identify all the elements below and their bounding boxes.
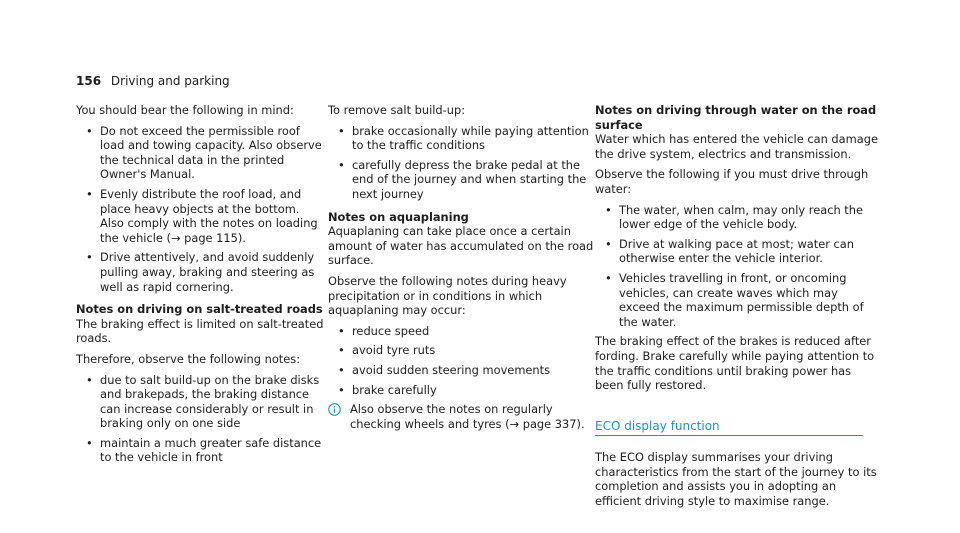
intro-text: To remove salt build-up: <box>328 103 466 117</box>
column-1 <box>76 103 326 470</box>
note-text: Also observe the notes on regularly checking wheels and tyres (→ page 337). <box>350 402 585 431</box>
paragraph: The braking effect is limited on salt-treated roads. <box>76 316 324 346</box>
paragraph: Water which has entered the vehicle can damage the drive system, electrics and transmission. <box>595 132 878 161</box>
list-item: • carefully depress the brake pedal at the end of the journey and when starting the next journey <box>328 158 598 202</box>
list-item: • Do not exceed the permissible roof load and towing capacity. Also observe the technical data in the printed Owner's Manual. <box>76 124 326 182</box>
page-number: 156 <box>76 74 102 88</box>
water-heading: Notes on driving through water on the road surface <box>595 103 877 132</box>
paragraph: Observe the following notes during heavy precipitation or in conditions in which aquaplaning may occur: <box>328 273 567 318</box>
list-item: • Evenly distribute the roof load, and place heavy objects at the bottom. Also comply with the notes on loading the vehicle (→ page 115). <box>76 187 326 245</box>
intro-text: You should bear the following in mind: <box>76 103 294 117</box>
column-2 <box>328 103 598 431</box>
water-list <box>595 203 880 330</box>
page-header <box>76 74 230 89</box>
eco-section-title: ECO display function <box>595 419 863 437</box>
paragraph: The ECO display summarises your driving characteristics from the start of the journey to its completion and assists you in adopting an efficient driving style to maximise range. <box>595 450 877 509</box>
salt-notes-list <box>76 373 326 466</box>
list-item: • brake carefully <box>328 383 598 398</box>
list-item: • Drive attentively, and avoid suddenly pulling away, braking and steering as well as rapid cornering. <box>76 250 326 294</box>
list-item: • avoid tyre ruts <box>328 343 598 358</box>
info-note <box>328 402 598 431</box>
paragraph: Aquaplaning can take place once a certain amount of water has accumulated on the road surface. <box>328 224 594 268</box>
section-name: Driving and parking <box>110 74 230 88</box>
list-item: • Drive at walking pace at most; water can otherwise enter the vehicle interior. <box>595 237 880 266</box>
paragraph: Observe the following if you must drive through water: <box>595 167 869 196</box>
info-icon <box>328 403 341 416</box>
aquaplaning-heading: Notes on aquaplaning <box>328 209 469 224</box>
list-item: • The water, when calm, may only reach the lower edge of the vehicle body. <box>595 203 880 232</box>
paragraph: Therefore, observe the following notes: <box>76 351 301 366</box>
salt-roads-heading: Notes on driving on salt-treated roads <box>76 302 323 317</box>
salt-removal-list <box>328 124 598 202</box>
list-item: • avoid sudden steering movements <box>328 363 598 378</box>
list-item: • brake occasionally while paying attention to the traffic conditions <box>328 124 598 153</box>
aquaplaning-list <box>328 324 598 397</box>
list-item: • due to salt build-up on the brake disks and brakepads, the braking distance can increase considerably or result in braking only on one side <box>76 373 326 431</box>
list-item: • maintain a much greater safe distance to the vehicle in front <box>76 436 326 465</box>
list-item: • Vehicles travelling in front, or oncoming vehicles, can create waves which may exceed the maximum permissible depth of the water. <box>595 271 880 329</box>
list-item: • reduce speed <box>328 324 598 339</box>
column-3 <box>595 103 880 515</box>
paragraph: The braking effect of the brakes is reduced after fording. Brake carefully while paying attention to the traffic conditions until braking power has been fully restored. <box>595 334 875 393</box>
roof-load-list <box>76 124 326 295</box>
